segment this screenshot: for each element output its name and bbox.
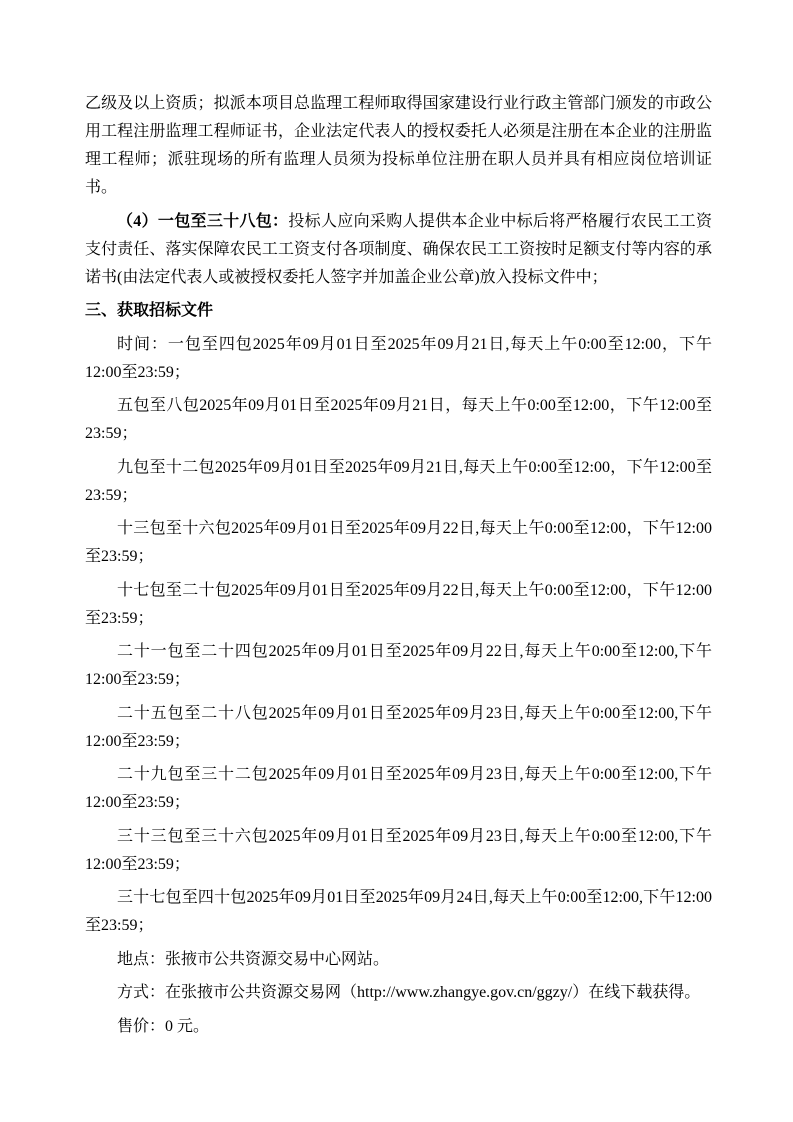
time-entry-paragraph-4: 十三包至十六包2025年09月01日至2025年09月22日,每天上午0:00至12:00，下午12:00至23:59； <box>85 520 712 565</box>
clause4-label: （4）一包至三十八包： <box>117 212 289 230</box>
time-entry-paragraph-2: 五包至八包2025年09月01日至2025年09月21日，每天上午0:00至12:00，下午12:00至23:59； <box>85 397 712 442</box>
paragraph-qualification-continuation: 乙级及以上资质；拟派本项目总监理工程师取得国家建设行业行政主管部门颁发的市政公用工程注册监理工程师证书，企业法定代表人的授权委托人必须是注册在本企业的注册监理工程师；派驻现场的所有监理人员须为投标单位注册在职人员并具有相应岗位培训证书。 <box>85 95 712 196</box>
method-label: 方式： <box>117 984 166 1001</box>
clause4-text: 投标人应向采购人提供本企业中标后将严格履行农民工工资支付责任、落实保障农民工工资支付各项制度、确保农民工工资按时足额支付等内容的承诺书(由法定代表人或被授权委托人签字并加盖企业公章)放入投标文件中； <box>85 212 712 286</box>
paragraph-clause4 <box>85 208 712 292</box>
location-value: 张掖市公共资源交易中心网站。 <box>165 950 390 968</box>
time-entry-paragraph-5: 十七包至二十包2025年09月01日至2025年09月22日,每天上午0:00至12:00，下午12:00至23:59； <box>85 581 712 627</box>
location-paragraph <box>85 946 712 974</box>
time-entry-paragraph-3: 九包至十二包2025年09月01日至2025年09月21日,每天上午0:00至12:00，下午12:00至23:59； <box>85 458 712 504</box>
time-entry-text-1: 一包至四包2025年09月01日至2025年09月21日,每天上午0:00至12:00，下午12:00至23:59； <box>85 335 712 381</box>
time-entry-paragraph-8: 二十九包至三十二包2025年09月01日至2025年09月23日,每天上午0:00至12:00,下午12:00至23:59； <box>85 766 712 811</box>
time-entry-paragraph-6: 二十一包至二十四包2025年09月01日至2025年09月22日,每天上午0:00至12:00,下午12:00至23:59； <box>85 643 712 688</box>
price-paragraph <box>85 1013 712 1041</box>
price-label: 售价： <box>117 1017 166 1035</box>
method-value: 在张掖市公共资源交易网（http://www.zhangye.gov.cn/ggzy/）在线下载获得。 <box>165 984 701 1001</box>
time-entry-paragraph-1 <box>85 331 712 387</box>
time-entry-paragraph-9: 三十三包至三十六包2025年09月01日至2025年09月23日,每天上午0:00至12:00,下午12:00至23:59； <box>85 827 712 873</box>
method-paragraph <box>85 979 712 1007</box>
location-label: 地点： <box>117 950 166 968</box>
time-entry-paragraph-7: 二十五包至二十八包2025年09月01日至2025年09月23日,每天上午0:00至12:00,下午12:00至23:59； <box>85 704 712 750</box>
price-value: 0 元。 <box>165 1017 210 1035</box>
time-entry-paragraph-10: 三十七包至四十包2025年09月01日至2025年09月24日,每天上午0:00至12:00,下午12:00至23:59； <box>85 889 712 934</box>
section-heading-obtain-documents: 三、获取招标文件 <box>85 302 214 319</box>
time-label: 时间： <box>117 335 168 353</box>
